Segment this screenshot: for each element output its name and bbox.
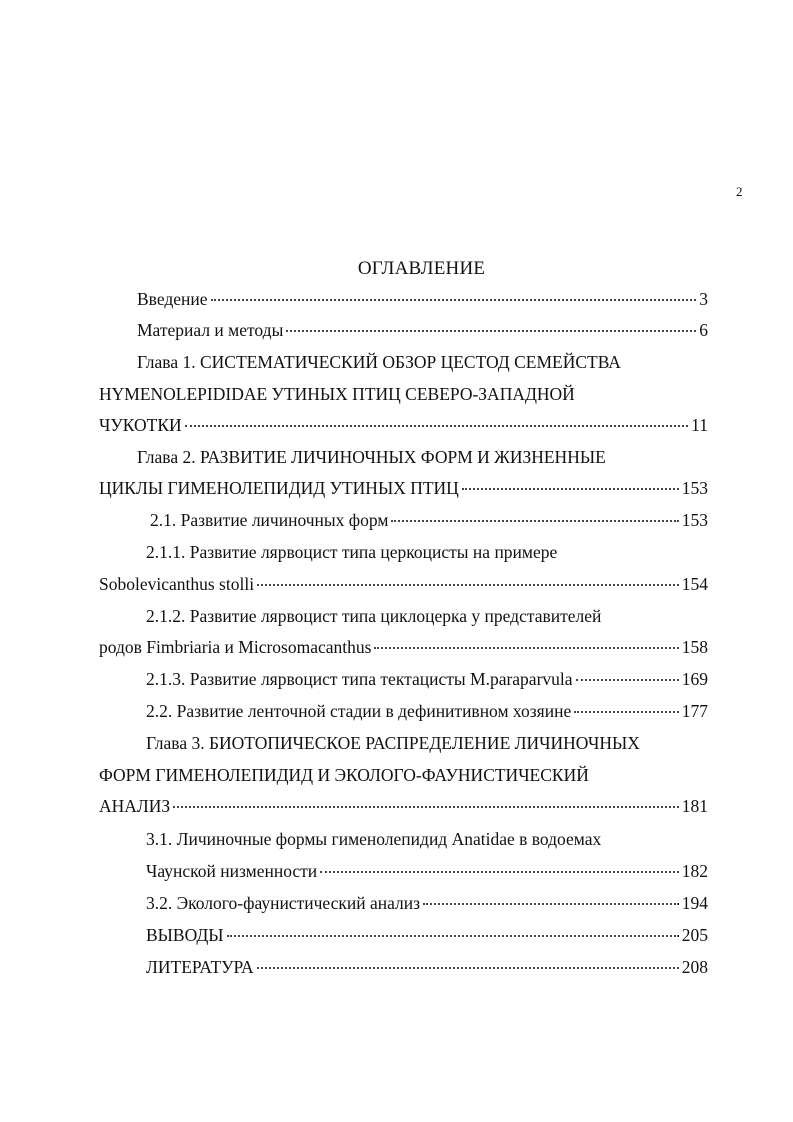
toc-entry-page: 6	[699, 320, 708, 340]
toc-entry-text: 2.2. Развитие ленточной стадии в дефинитивном хозяине	[146, 701, 572, 721]
toc-entry-text: Глава 1. СИСТЕМАТИЧЕСКИЙ ОБЗОР ЦЕСТОД СЕМЕЙСТВА	[137, 352, 621, 372]
toc-entry-text: ФОРМ ГИМЕНОЛЕПИДИД И ЭКОЛОГО-ФАУНИСТИЧЕСКИЙ	[99, 765, 589, 785]
toc-entry-chapter-1-line-1	[137, 352, 708, 378]
toc-entry-page: 153	[681, 478, 708, 498]
dot-leader	[423, 903, 679, 905]
toc-entry-text: Sobolevicanthus stolli	[99, 574, 255, 594]
toc-entry-text: Чаунской низменности	[146, 861, 318, 881]
toc-title: ОГЛАВЛЕНИЕ	[357, 258, 486, 279]
page-number: 2	[736, 184, 743, 199]
toc-entry-section-2-1-2-line-1	[146, 606, 708, 632]
toc-entry-materials-methods	[137, 320, 708, 346]
toc-entry-page: 181	[681, 796, 708, 816]
dot-leader	[257, 584, 679, 586]
dot-leader	[211, 299, 697, 301]
toc-entry-page: 158	[681, 637, 708, 657]
toc-entry-text: 2.1.3. Развитие лярвоцист типа тектацисты M.paraparvula	[146, 669, 573, 689]
toc-entry-text: Материал и методы	[137, 320, 284, 340]
toc-entry-section-2-1	[150, 510, 708, 536]
toc-entry-text: ЦИКЛЫ ГИМЕНОЛЕПИДИД УТИНЫХ ПТИЦ	[99, 478, 459, 498]
toc-entry-page: 205	[681, 925, 708, 945]
toc-entry-text: ЧУКОТКИ	[99, 415, 182, 435]
toc-entry-text: 2.1. Развитие личиночных форм	[150, 510, 389, 530]
toc-entry-page: 182	[681, 861, 708, 881]
dot-leader	[320, 871, 679, 873]
dot-leader	[374, 647, 678, 649]
dot-leader	[286, 330, 696, 332]
toc-entry-page: 11	[691, 415, 708, 435]
toc-entry-text: ВЫВОДЫ	[146, 925, 224, 945]
toc-entry-section-3-1-line-1	[146, 829, 708, 855]
dot-leader	[391, 520, 678, 522]
toc-entry-section-2-1-1-line-2	[99, 574, 708, 600]
toc-entry-chapter-2-line-1	[137, 447, 708, 473]
toc-entry-text: Глава 2. РАЗВИТИЕ ЛИЧИНОЧНЫХ ФОРМ И ЖИЗНЕННЫЕ	[137, 447, 606, 467]
toc-entry-page: 3	[699, 289, 708, 309]
toc-entry-text: 3.1. Личиночные формы гименолепидид Anatidae в водоемах	[146, 829, 602, 849]
toc-entry-chapter-3-line-1	[146, 733, 708, 759]
toc-entry-text: Введение	[137, 289, 208, 309]
dot-leader	[185, 425, 689, 427]
toc-entry-page: 177	[681, 701, 708, 721]
toc-entry-conclusions	[146, 925, 708, 951]
toc-entry-text: родов Fimbriaria и Microsomacanthus	[99, 637, 372, 657]
toc-entry-chapter-3-line-3	[99, 796, 708, 822]
toc-entry-chapter-3-line-2	[99, 765, 708, 791]
toc-entry-introduction	[137, 289, 708, 315]
toc-entry-text: ЛИТЕРАТУРА	[146, 957, 254, 977]
toc-entry-chapter-1-line-3	[99, 415, 708, 441]
toc-entry-section-2-1-2-line-2	[99, 637, 708, 663]
toc-entry-text: 3.2. Эколого-фаунистический анализ	[146, 893, 421, 913]
toc-entry-literature	[146, 957, 708, 983]
toc-entry-text: HYMENOLEPIDIDAE УТИНЫХ ПТИЦ СЕВЕРО-ЗАПАДНОЙ	[99, 384, 575, 404]
dot-leader	[574, 711, 679, 713]
toc-entry-page: 208	[681, 957, 708, 977]
toc-entry-section-3-1-line-2	[146, 861, 708, 887]
dot-leader	[227, 935, 679, 937]
dot-leader	[257, 967, 679, 969]
toc-entry-text: АНАЛИЗ	[99, 796, 171, 816]
toc-entry-section-2-2	[146, 701, 708, 727]
toc-entry-page: 153	[681, 510, 708, 530]
dot-leader	[462, 488, 679, 490]
toc-entry-section-2-1-3	[146, 669, 708, 695]
toc-entry-section-3-2	[146, 893, 708, 919]
toc-entry-page: 194	[681, 893, 708, 913]
toc-entry-section-2-1-1-line-1	[146, 542, 708, 568]
toc-entry-page: 169	[681, 669, 708, 689]
dot-leader	[173, 806, 679, 808]
toc-entry-page: 154	[681, 574, 708, 594]
toc-entry-chapter-1-line-2	[99, 384, 708, 410]
dot-leader	[576, 679, 679, 681]
toc-entry-text: 2.1.1. Развитие лярвоцист типа церкоцисты на примере	[146, 542, 558, 562]
toc-entry-text: 2.1.2. Развитие лярвоцист типа циклоцерка у представителей	[146, 606, 602, 626]
toc-entry-chapter-2-line-2	[99, 478, 708, 504]
toc-entry-text: Глава 3. БИОТОПИЧЕСКОЕ РАСПРЕДЕЛЕНИЕ ЛИЧИНОЧНЫХ	[146, 733, 640, 753]
